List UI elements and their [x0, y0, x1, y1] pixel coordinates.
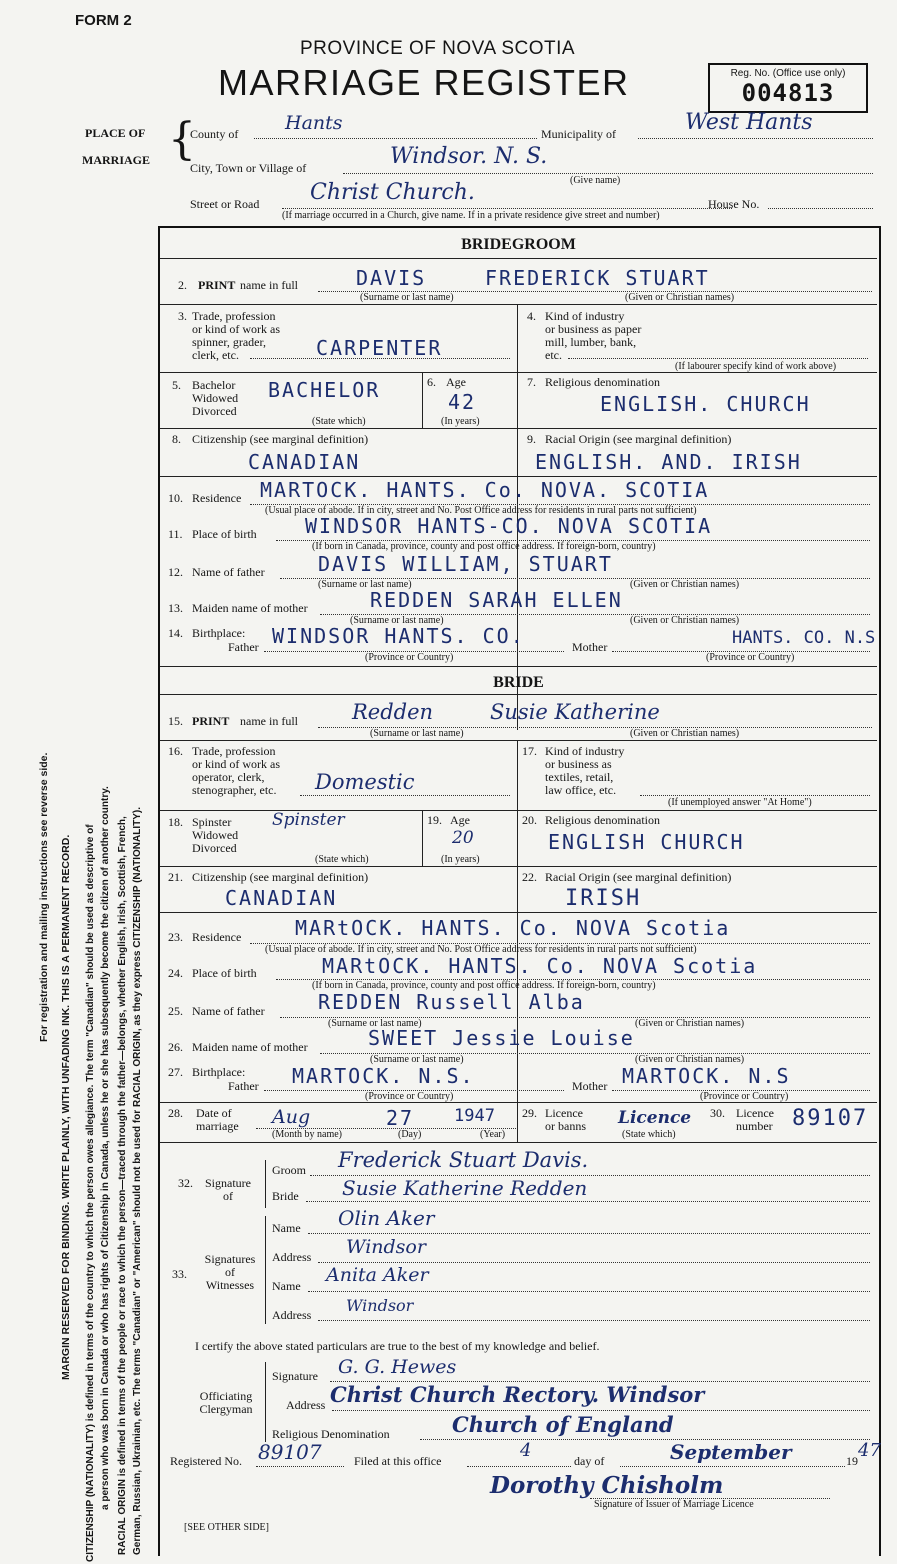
g-father: DAVIS WILLIAM, STUART — [318, 552, 613, 576]
county-label: County of — [190, 127, 239, 141]
city-value: Windsor. N. S. — [390, 144, 548, 169]
g-num-10: 10. — [168, 491, 183, 505]
g-age: 42 — [448, 390, 477, 414]
clergy-label: Officiating Clergyman — [199, 1389, 253, 1416]
g-citizenship: CANADIAN — [248, 450, 361, 474]
b-state-which: (State which) — [315, 854, 369, 865]
g-num-4: 4. — [527, 309, 536, 323]
b-father-label: Name of father — [192, 1004, 265, 1018]
b-surname: Redden — [352, 700, 434, 724]
m-lic-no-label: Licence number — [736, 1106, 774, 1133]
g-residence: MARTOCK. HANTS. Co. NOVA. SCOTIA — [260, 478, 710, 502]
place-label-1: PLACE OF — [85, 126, 146, 140]
g-status-label: Bachelor Widowed Divorced — [192, 378, 239, 418]
s-bride: Susie Katherine Redden — [342, 1176, 588, 1200]
b-bp-father-label: Father — [228, 1079, 259, 1093]
g-pob-caption: (If born in Canada, province, county and post office address. If foreign-born, country) — [312, 541, 656, 552]
s-num-33: 33. — [172, 1267, 187, 1281]
g-num-14: 14. — [168, 626, 183, 640]
b-race-label: Racial Origin (see marginal definition) — [545, 870, 732, 884]
g-status: BACHELOR — [268, 378, 381, 402]
b-father-given-cap: (Given or Christian names) — [635, 1018, 745, 1029]
b-industry-caption: (If unemployed answer "At Home") — [668, 797, 812, 808]
b-father: REDDEN Russell Alba — [318, 990, 585, 1014]
b-age-label: Age — [450, 813, 470, 827]
b-in-years: (In years) — [441, 854, 480, 865]
s-num-32: 32. — [178, 1176, 193, 1190]
b-trade: Domestic — [315, 770, 415, 794]
s-w1-address-label: Address — [272, 1250, 312, 1264]
clergy-rel: Church of England — [452, 1412, 674, 1437]
g-bp-mother-label: Mother — [572, 640, 608, 654]
place-label-2: MARRIAGE — [82, 153, 150, 167]
b-mother-sur-cap: (Surname or last name) — [370, 1054, 464, 1065]
s-bride-label: Bride — [272, 1189, 299, 1203]
municipality-value: West Hants — [685, 110, 813, 135]
b-bp-father: MARTOCK. N.S. — [292, 1064, 475, 1088]
m-year-cap: (Year) — [480, 1129, 506, 1140]
filed-dayof: day of — [574, 1454, 605, 1468]
b-num-26: 26. — [168, 1040, 183, 1054]
s-w1-name-label: Name — [272, 1221, 301, 1235]
b-bp-mother: MARTOCK. N.S — [622, 1064, 791, 1088]
g-mother-sur-cap: (Surname or last name) — [350, 615, 444, 626]
b-num-27: 27. — [168, 1065, 183, 1079]
b-given: Susie Katherine — [490, 700, 660, 724]
g-bp-prov-cap-1: (Province or Country) — [365, 652, 454, 663]
form-number: FORM 2 — [75, 12, 132, 29]
g-mother-label: Maiden name of mother — [192, 601, 308, 615]
b-num-22: 22. — [522, 870, 537, 884]
m-day-cap: (Day) — [398, 1129, 422, 1140]
b-print-label: PRINT — [192, 714, 230, 728]
s-label: Signature of — [205, 1176, 251, 1203]
g-age-label: Age — [446, 375, 466, 389]
b-father-sur-cap: (Surname or last name) — [328, 1018, 422, 1029]
b-religion: ENGLISH CHURCH — [548, 830, 745, 854]
g-given: FREDERICK STUART — [485, 266, 710, 290]
g-num-3: 3. — [178, 309, 187, 323]
m-num-28: 28. — [168, 1106, 183, 1120]
filed-year: 47 — [858, 1440, 881, 1461]
b-surname-caption: (Surname or last name) — [370, 728, 464, 739]
clergy-rel-label: Religious Denomination — [272, 1427, 390, 1441]
clergy-sig: G. G. Hewes — [338, 1356, 457, 1378]
g-surname-caption: (Surname or last name) — [360, 292, 454, 303]
m-licence: Licence — [618, 1108, 692, 1128]
b-num-24: 24. — [168, 966, 183, 980]
g-state-which: (State which) — [312, 416, 366, 427]
g-num-13: 13. — [168, 601, 183, 615]
b-name-label: name in full — [240, 714, 298, 728]
reg-no-value: 004813 — [741, 79, 835, 107]
s-groom-label: Groom — [272, 1163, 306, 1177]
b-num-20: 20. — [522, 813, 537, 827]
b-bp-mother-label: Mother — [572, 1079, 608, 1093]
b-res-label: Residence — [192, 930, 242, 944]
g-religion-label: Religious denomination — [545, 375, 660, 389]
registered-label: Registered No. — [170, 1454, 242, 1468]
filed-day: 4 — [520, 1440, 532, 1461]
g-race-label: Racial Origin (see marginal definition) — [545, 432, 732, 446]
b-pob: MARtOCK. HANTS. Co. NOVA Scotia — [322, 954, 758, 978]
g-in-years: (In years) — [441, 416, 480, 427]
g-mother: REDDEN SARAH ELLEN — [370, 588, 623, 612]
b-num-15: 15. — [168, 714, 183, 728]
b-status: Spinster — [272, 810, 345, 830]
issuer-label: Signature of Issuer of Marriage Licence — [594, 1499, 754, 1510]
g-trade: CARPENTER — [316, 336, 443, 360]
m-month: Aug — [272, 1106, 311, 1128]
g-num-11: 11. — [168, 527, 183, 541]
b-mother-given-cap: (Given or Christian names) — [635, 1054, 745, 1065]
m-num-29: 29. — [522, 1106, 537, 1120]
clergy-sig-label: Signature — [272, 1369, 318, 1383]
bridegroom-heading: BRIDEGROOM — [461, 236, 576, 253]
g-religion: ENGLISH. CHURCH — [600, 392, 811, 416]
g-industry-label: Kind of industry or business as paper mill, lumber, bank, etc. — [545, 309, 642, 362]
g-res-label: Residence — [192, 491, 242, 505]
g-num-8: 8. — [172, 432, 181, 446]
reg-no-label: Reg. No. (Office use only) — [730, 68, 846, 79]
m-state-cap: (State which) — [622, 1129, 676, 1140]
g-bp-mother: HANTS. CO. N.S — [732, 628, 876, 648]
g-num-5: 5. — [172, 378, 181, 392]
s-w2-name-label: Name — [272, 1279, 301, 1293]
give-name-caption: (Give name) — [570, 175, 621, 186]
m-date-label: Date of marriage — [196, 1106, 239, 1133]
b-cit-label: Citizenship (see marginal definition) — [192, 870, 369, 884]
s-w2-name: Anita Aker — [326, 1264, 429, 1286]
s-wit-label: Signatures of Witnesses — [204, 1252, 256, 1292]
b-mother: SWEET Jessie Louise — [368, 1026, 635, 1050]
g-surname: DAVIS — [356, 266, 427, 290]
b-mother-label: Maiden name of mother — [192, 1040, 308, 1054]
m-day: 27 — [386, 1106, 415, 1130]
place-brace: { — [168, 114, 196, 165]
g-race: ENGLISH. AND. IRISH — [535, 450, 802, 474]
municipality-label: Municipality of — [541, 127, 616, 141]
margin-citizenship-def-2: a person who was born in Canada or who has rights of Citizenship in Canada, unless he or she has subsequently become the citizen of another country. — [100, 786, 111, 1510]
g-print-label: PRINT — [198, 278, 236, 292]
m-num-30: 30. — [710, 1106, 725, 1120]
place-note: (If marriage occurred in a Church, give name. If in a private residence give street and number) — [282, 210, 660, 221]
g-bp-label: Birthplace: — [192, 626, 246, 640]
g-trade-label: Trade, profession or kind of work as spinner, grader, clerk, etc. — [192, 309, 280, 362]
filed-label: Filed at this office — [354, 1454, 442, 1468]
g-res-caption: (Usual place of abode. If in city, street and No. Post Office address for residents in rural parts not sufficient) — [265, 505, 697, 516]
g-father-sur-cap: (Surname or last name) — [318, 579, 412, 590]
b-given-caption: (Given or Christian names) — [630, 728, 740, 739]
b-num-25: 25. — [168, 1004, 183, 1018]
filed-year-prefix: 19 — [846, 1454, 858, 1468]
b-num-21: 21. — [168, 870, 183, 884]
g-num-9: 9. — [527, 432, 536, 446]
certify-text: I certify the above stated particulars are true to the best of my knowledge and belief. — [195, 1339, 600, 1353]
g-num-2: 2. — [178, 278, 187, 292]
b-num-16: 16. — [168, 744, 183, 758]
margin-note-binding: MARGIN RESERVED FOR BINDING. WRITE PLAINLY, WITH UNFADING INK. THIS IS A PERMANENT RECORD. — [60, 834, 72, 1380]
m-lic-no: 89107 — [792, 1106, 869, 1131]
reg-no-box — [708, 63, 868, 113]
county-value: Hants — [285, 112, 343, 134]
b-num-19: 19. — [427, 813, 442, 827]
b-citizenship: CANADIAN — [225, 886, 338, 910]
s-groom: Frederick Stuart Davis. — [338, 1148, 589, 1172]
bride-heading: BRIDE — [493, 674, 544, 691]
g-given-caption: (Given or Christian names) — [625, 292, 735, 303]
m-year: 1947 — [454, 1106, 495, 1126]
m-licence-label: Licence or banns — [545, 1106, 586, 1133]
g-num-6: 6. — [427, 375, 436, 389]
b-status-label: Spinster Widowed Divorced — [192, 815, 239, 855]
g-num-12: 12. — [168, 565, 183, 579]
page-title: MARRIAGE REGISTER — [218, 62, 630, 103]
house-no-label: House No. — [708, 197, 760, 211]
clergy-addr-label: Address — [286, 1398, 326, 1412]
m-month-cap: (Month by name) — [272, 1129, 342, 1140]
province-title: PROVINCE OF NOVA SCOTIA — [300, 38, 576, 59]
margin-citizenship-def-1: CITIZENSHIP (NATIONALITY) is defined in terms of the country to which the person owes allegiance. The term "Canadian" should be used as descriptive of — [85, 824, 96, 1562]
margin-note-registration: For registration and mailing instructions see reverse side. — [38, 752, 50, 1042]
issuer-signature: Dorothy Chisholm — [490, 1472, 724, 1499]
b-pob-caption: (If born in Canada, province, county and post office address. If foreign-born, country) — [312, 980, 656, 991]
street-value: Christ Church. — [310, 180, 475, 205]
filed-month: September — [670, 1440, 792, 1464]
s-w2-address-label: Address — [272, 1308, 312, 1322]
g-bp-prov-cap-2: (Province or Country) — [706, 652, 795, 663]
g-industry-caption: (If labourer specify kind of work above) — [675, 361, 837, 372]
b-res-caption: (Usual place of abode. If in city, street and No. Post Office address for residents in rural parts not sufficient) — [265, 944, 697, 955]
b-bp-prov-cap-1: (Province or Country) — [365, 1091, 454, 1102]
street-label: Street or Road — [190, 197, 260, 211]
g-bp-father: WINDSOR HANTS. CO. — [272, 624, 525, 648]
b-age: 20 — [452, 828, 474, 848]
s-w2-address: Windsor — [346, 1296, 414, 1315]
b-residence: MARtOCK. HANTS. Co. NOVA Scotia — [295, 916, 731, 940]
b-religion-label: Religious denomination — [545, 813, 660, 827]
city-label: City, Town or Village of — [190, 161, 307, 175]
g-bp-father-label: Father — [228, 640, 259, 654]
b-num-18: 18. — [168, 815, 183, 829]
b-pob-label: Place of birth — [192, 966, 257, 980]
b-industry-label: Kind of industry or business as textiles, retail, law office, etc. — [545, 744, 625, 797]
b-num-23: 23. — [168, 930, 183, 944]
g-father-label: Name of father — [192, 565, 265, 579]
see-other-side: [SEE OTHER SIDE] — [184, 1522, 269, 1533]
b-trade-label: Trade, profession or kind of work as operator, clerk, stenographer, etc. — [192, 744, 280, 797]
s-w1-address: Windsor — [346, 1236, 426, 1258]
margin-racial-def-2: German, Russian, Ukrainian, etc. The terms "Canadian" or "American" should not be used for RACIAL ORIGIN, as they express CITIZENSHIP (NATIONALITY). — [132, 806, 143, 1555]
registered-no: 89107 — [258, 1440, 322, 1464]
margin-racial-def-1: RACIAL ORIGIN is defined in terms of the people or race to which the person—traced through the father—belongs, whether English, Irish, Scottish, French, — [117, 816, 128, 1555]
b-race: IRISH — [565, 886, 642, 911]
s-w1-name: Olin Aker — [338, 1206, 435, 1230]
g-mother-given-cap: (Given or Christian names) — [630, 615, 740, 626]
b-bp-prov-cap-2: (Province or Country) — [700, 1091, 789, 1102]
g-father-given-cap: (Given or Christian names) — [630, 579, 740, 590]
g-cit-label: Citizenship (see marginal definition) — [192, 432, 369, 446]
g-num-7: 7. — [527, 375, 536, 389]
g-name-label: name in full — [240, 278, 298, 292]
b-bp-label: Birthplace: — [192, 1065, 246, 1079]
g-pob: WINDSOR HANTS-CO. NOVA SCOTIA — [305, 514, 713, 538]
g-pob-label: Place of birth — [192, 527, 257, 541]
b-num-17: 17. — [522, 744, 537, 758]
clergy-addr: Christ Church Rectory. Windsor — [330, 1382, 705, 1407]
